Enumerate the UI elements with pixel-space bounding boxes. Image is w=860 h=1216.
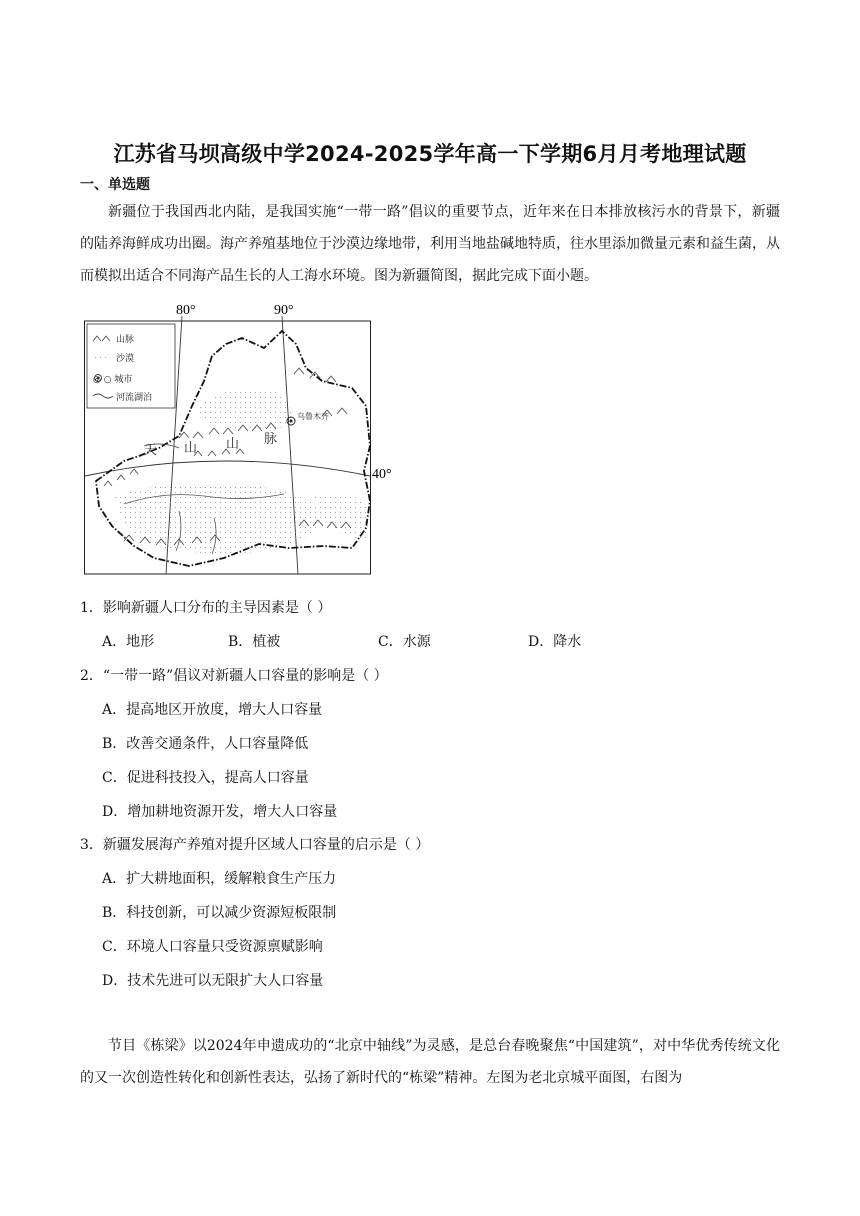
question-2-option-c[interactable]: C．促进科技投入，提高人口容量 bbox=[102, 770, 309, 786]
question-2-stem: “一带一路”倡议对新疆人口容量的影响是（ ） bbox=[102, 668, 388, 684]
legend-mountain-label: 山脉 bbox=[116, 335, 135, 345]
range-char-1: 天 bbox=[144, 443, 158, 458]
range-char-3: 山 bbox=[226, 437, 240, 452]
question-1-option-a[interactable]: A．地形 bbox=[102, 634, 155, 650]
question-3-option-d[interactable]: D．技术先进可以无限扩大人口容量 bbox=[102, 973, 324, 989]
question-1-option-d[interactable]: D．降水 bbox=[528, 634, 582, 650]
question-3-option-c[interactable]: C．环境人口容量只受资源禀赋影响 bbox=[102, 939, 323, 955]
intro-paragraph: 新疆位于我国西北内陆，是我国实施“一带一路”倡议的重要节点，近年来在日本排放核污水的背景下，新疆的陆养海鲜成功出圈。海产养殖基地位于沙漠边缘地带，利用当地盐碱地特质，往水里添加微量元素和益生菌，从而模拟出适合不同海产品生长的人工海水环境。图为新疆简图，据此完成下面小题。 bbox=[80, 204, 780, 284]
question-1-stem: 影响新疆人口分布的主导因素是（ ） bbox=[102, 600, 332, 616]
question-3-option-b[interactable]: B．科技创新，可以减少资源短板限制 bbox=[102, 905, 337, 921]
junggar-desert bbox=[198, 388, 292, 430]
question-1-number: 1． bbox=[80, 600, 103, 616]
legend-desert-label: 沙漠 bbox=[116, 354, 135, 364]
lon-90-label: 90° bbox=[274, 303, 294, 318]
section-heading: 一、单选题 bbox=[80, 177, 150, 193]
question-3-stem: 新疆发展海产养殖对提升区域人口容量的启示是（ ） bbox=[102, 837, 430, 853]
lon-80-label: 80° bbox=[176, 303, 196, 318]
document-title: 江苏省马坝高级中学2024-2025学年高一下学期6月月考地理试题 bbox=[113, 142, 747, 166]
question-2-option-b[interactable]: B．改善交通条件，人口容量降低 bbox=[102, 736, 309, 752]
kumtag-desert bbox=[314, 494, 369, 541]
tarim-desert bbox=[114, 483, 324, 554]
question-2-option-a[interactable]: A．提高地区开放度，增大人口容量 bbox=[102, 702, 323, 718]
range-char-4: 脉 bbox=[264, 432, 278, 447]
legend-desert-icon bbox=[93, 353, 109, 361]
question-1-option-b[interactable]: B．植被 bbox=[228, 634, 281, 650]
question-1-option-c[interactable]: C．水源 bbox=[378, 634, 431, 650]
range-char-2: 山 bbox=[184, 441, 198, 456]
legend-city-label: ◎ ○ 城市 bbox=[93, 375, 133, 385]
question-1 bbox=[80, 597, 331, 617]
legend-river-label: 河流湖泊 bbox=[116, 393, 153, 403]
urumqi-label: 乌鲁木齐 bbox=[297, 412, 329, 421]
latitude-40-line bbox=[85, 461, 370, 476]
question-3 bbox=[80, 834, 429, 854]
question-2-option-d[interactable]: D．增加耕地资源开发，增大人口容量 bbox=[102, 804, 338, 820]
lat-40-label: 40° bbox=[372, 467, 392, 482]
question-3-number: 3． bbox=[80, 837, 103, 853]
question-2 bbox=[80, 665, 388, 685]
xinjiang-map bbox=[84, 296, 392, 586]
next-passage-paragraph: 节目《栋梁》以2024年申遗成功的“北京中轴线”为灵感，是总台春晚聚焦“中国建筑”，对中华优秀传统文化的又一次创造性转化和创新性表达，弘扬了新时代的“栋梁”精神。左图为老北京城平面图，右图为 bbox=[80, 1038, 780, 1086]
question-3-option-a[interactable]: A．扩大耕地面积，缓解粮食生产压力 bbox=[102, 871, 337, 887]
question-2-number: 2． bbox=[80, 668, 103, 684]
